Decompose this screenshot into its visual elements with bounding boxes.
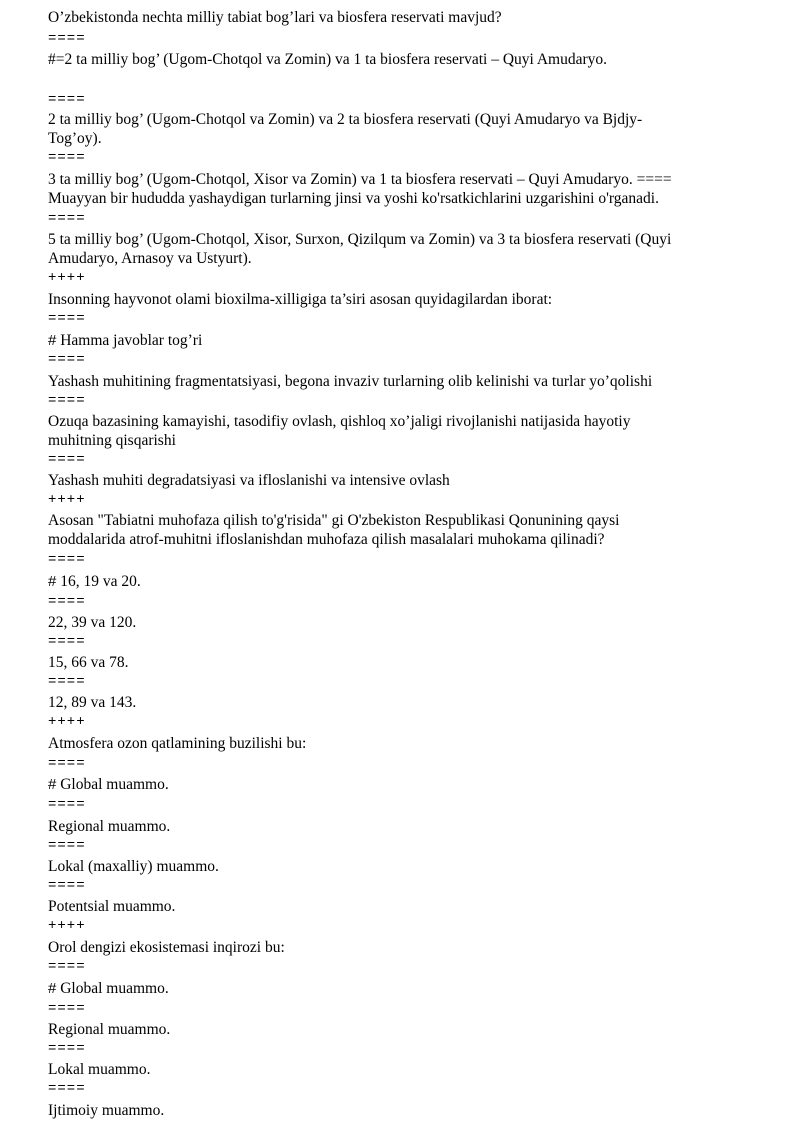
answer-option xyxy=(48,572,748,591)
answer-option: Regional muammo. xyxy=(48,818,171,835)
option-separator: ==== xyxy=(48,634,86,650)
answer-option: 2 ta milliy bog’ (Ugom-Chotqol va Zomin) va 2 ta biosfera reservati (Quyi Amudaryo va Bjdjy-Tog’oy). xyxy=(48,111,643,147)
option-separator: ==== xyxy=(48,1081,86,1097)
question-text: Atmosfera ozon qatlamining buzilishi bu: xyxy=(48,735,307,752)
answer-option: 3 ta milliy bog’ (Ugom-Chotqol, Xisor va Zomin) va 1 ta biosfera reservati – Quyi Amudaryo. ==== xyxy=(48,171,672,188)
answer-text: 16, 19 va 20. xyxy=(60,573,141,590)
question-separator: ++++ xyxy=(48,492,86,508)
answer-option: 12, 89 va 143. xyxy=(48,694,137,711)
answer-option: 15, 66 va 78. xyxy=(48,654,129,671)
option-separator: ==== xyxy=(48,756,86,772)
option-separator: ==== xyxy=(48,352,86,368)
question-separator: ++++ xyxy=(48,714,86,730)
option-separator: ==== xyxy=(48,1041,86,1057)
answer-option: Potentsial muammo. xyxy=(48,898,176,915)
option-separator: ==== xyxy=(48,552,86,568)
correct-marker: # xyxy=(48,776,57,793)
answer-text: Hamma javoblar tog’ri xyxy=(60,332,203,349)
correct-marker: # xyxy=(48,332,57,349)
answer-option: Yashash muhitining fragmentatsiyasi, begona invaziv turlarning olib kelinishi va turlar yo’qolishi xyxy=(48,373,653,390)
answer-text: Global muammo. xyxy=(60,776,169,793)
answer-option: Muayyan bir hududda yashaydigan turlarning jinsi va yoshi ko'rsatkichlarini uzgarishini o'rganadi. xyxy=(48,190,659,207)
answer-option: Yashash muhiti degradatsiyasi va ifloslanishi va intensive ovlash xyxy=(48,472,450,489)
answer-option: 5 ta milliy bog’ (Ugom-Chotqol, Xisor, Surxon, Qizilqum va Zomin) va 3 ta biosfera reservati (Quyi Amudaryo, Arnasoy va Ustyurt). xyxy=(48,231,672,267)
option-separator: ==== xyxy=(48,797,86,813)
answer-option xyxy=(48,979,748,998)
answer-option: 22, 39 va 120. xyxy=(48,614,137,631)
option-separator: ==== xyxy=(48,452,86,468)
question-separator: ++++ xyxy=(48,270,86,286)
answer-option: Regional muammo. xyxy=(48,1021,171,1038)
option-separator: ==== xyxy=(48,878,86,894)
option-separator: ==== xyxy=(48,594,86,610)
option-separator: ==== xyxy=(48,311,86,327)
answer-option xyxy=(48,775,748,794)
option-separator: ==== xyxy=(48,838,86,854)
answer-option: #=2 ta milliy bog’ (Ugom-Chotqol va Zomin) va 1 ta biosfera reservati – Quyi Amudaryo. xyxy=(48,51,608,68)
answer-option xyxy=(48,331,748,350)
answer-option: Lokal (maxalliy) muammo. xyxy=(48,858,219,875)
option-separator: ==== xyxy=(48,211,86,227)
option-separator: ==== xyxy=(48,150,86,166)
question-text: O’zbekistonda nechta milliy tabiat bog’lari va biosfera reservati mavjud? xyxy=(48,9,502,26)
answer-option: Ijtimoiy muammo. xyxy=(48,1102,165,1119)
answer-option: Ozuqa bazasining kamayishi, tasodifiy ovlash, qishloq xo’jaligi rivojlanishi natijasida hayotiy muhitning qisqarishi xyxy=(48,413,631,449)
correct-marker: # xyxy=(48,573,57,590)
answer-option: Lokal muammo. xyxy=(48,1061,151,1078)
question-text: Orol dengizi ekosistemasi inqirozi bu: xyxy=(48,939,285,956)
answer-text: Global muammo. xyxy=(60,980,169,997)
question-text: Insonning hayvonot olami bioxilma-xilligiga ta’siri asosan quyidagilardan iborat: xyxy=(48,291,553,308)
option-separator: ==== xyxy=(48,959,86,975)
option-separator: ==== xyxy=(48,31,86,47)
correct-marker: # xyxy=(48,980,57,997)
question-separator: ++++ xyxy=(48,918,86,934)
option-separator: ==== xyxy=(48,92,86,108)
question-text: Asosan "Tabiatni muhofaza qilish to'g'risida" gi O'zbekiston Respublikasi Qonunining qaysi moddalarida atrof-muhitni ifloslanishdan muhofaza qilish masalalari muhokama qilinadi? xyxy=(48,512,620,548)
option-separator: ==== xyxy=(48,674,86,690)
option-separator: ==== xyxy=(48,1001,86,1017)
option-separator: ==== xyxy=(48,393,86,409)
